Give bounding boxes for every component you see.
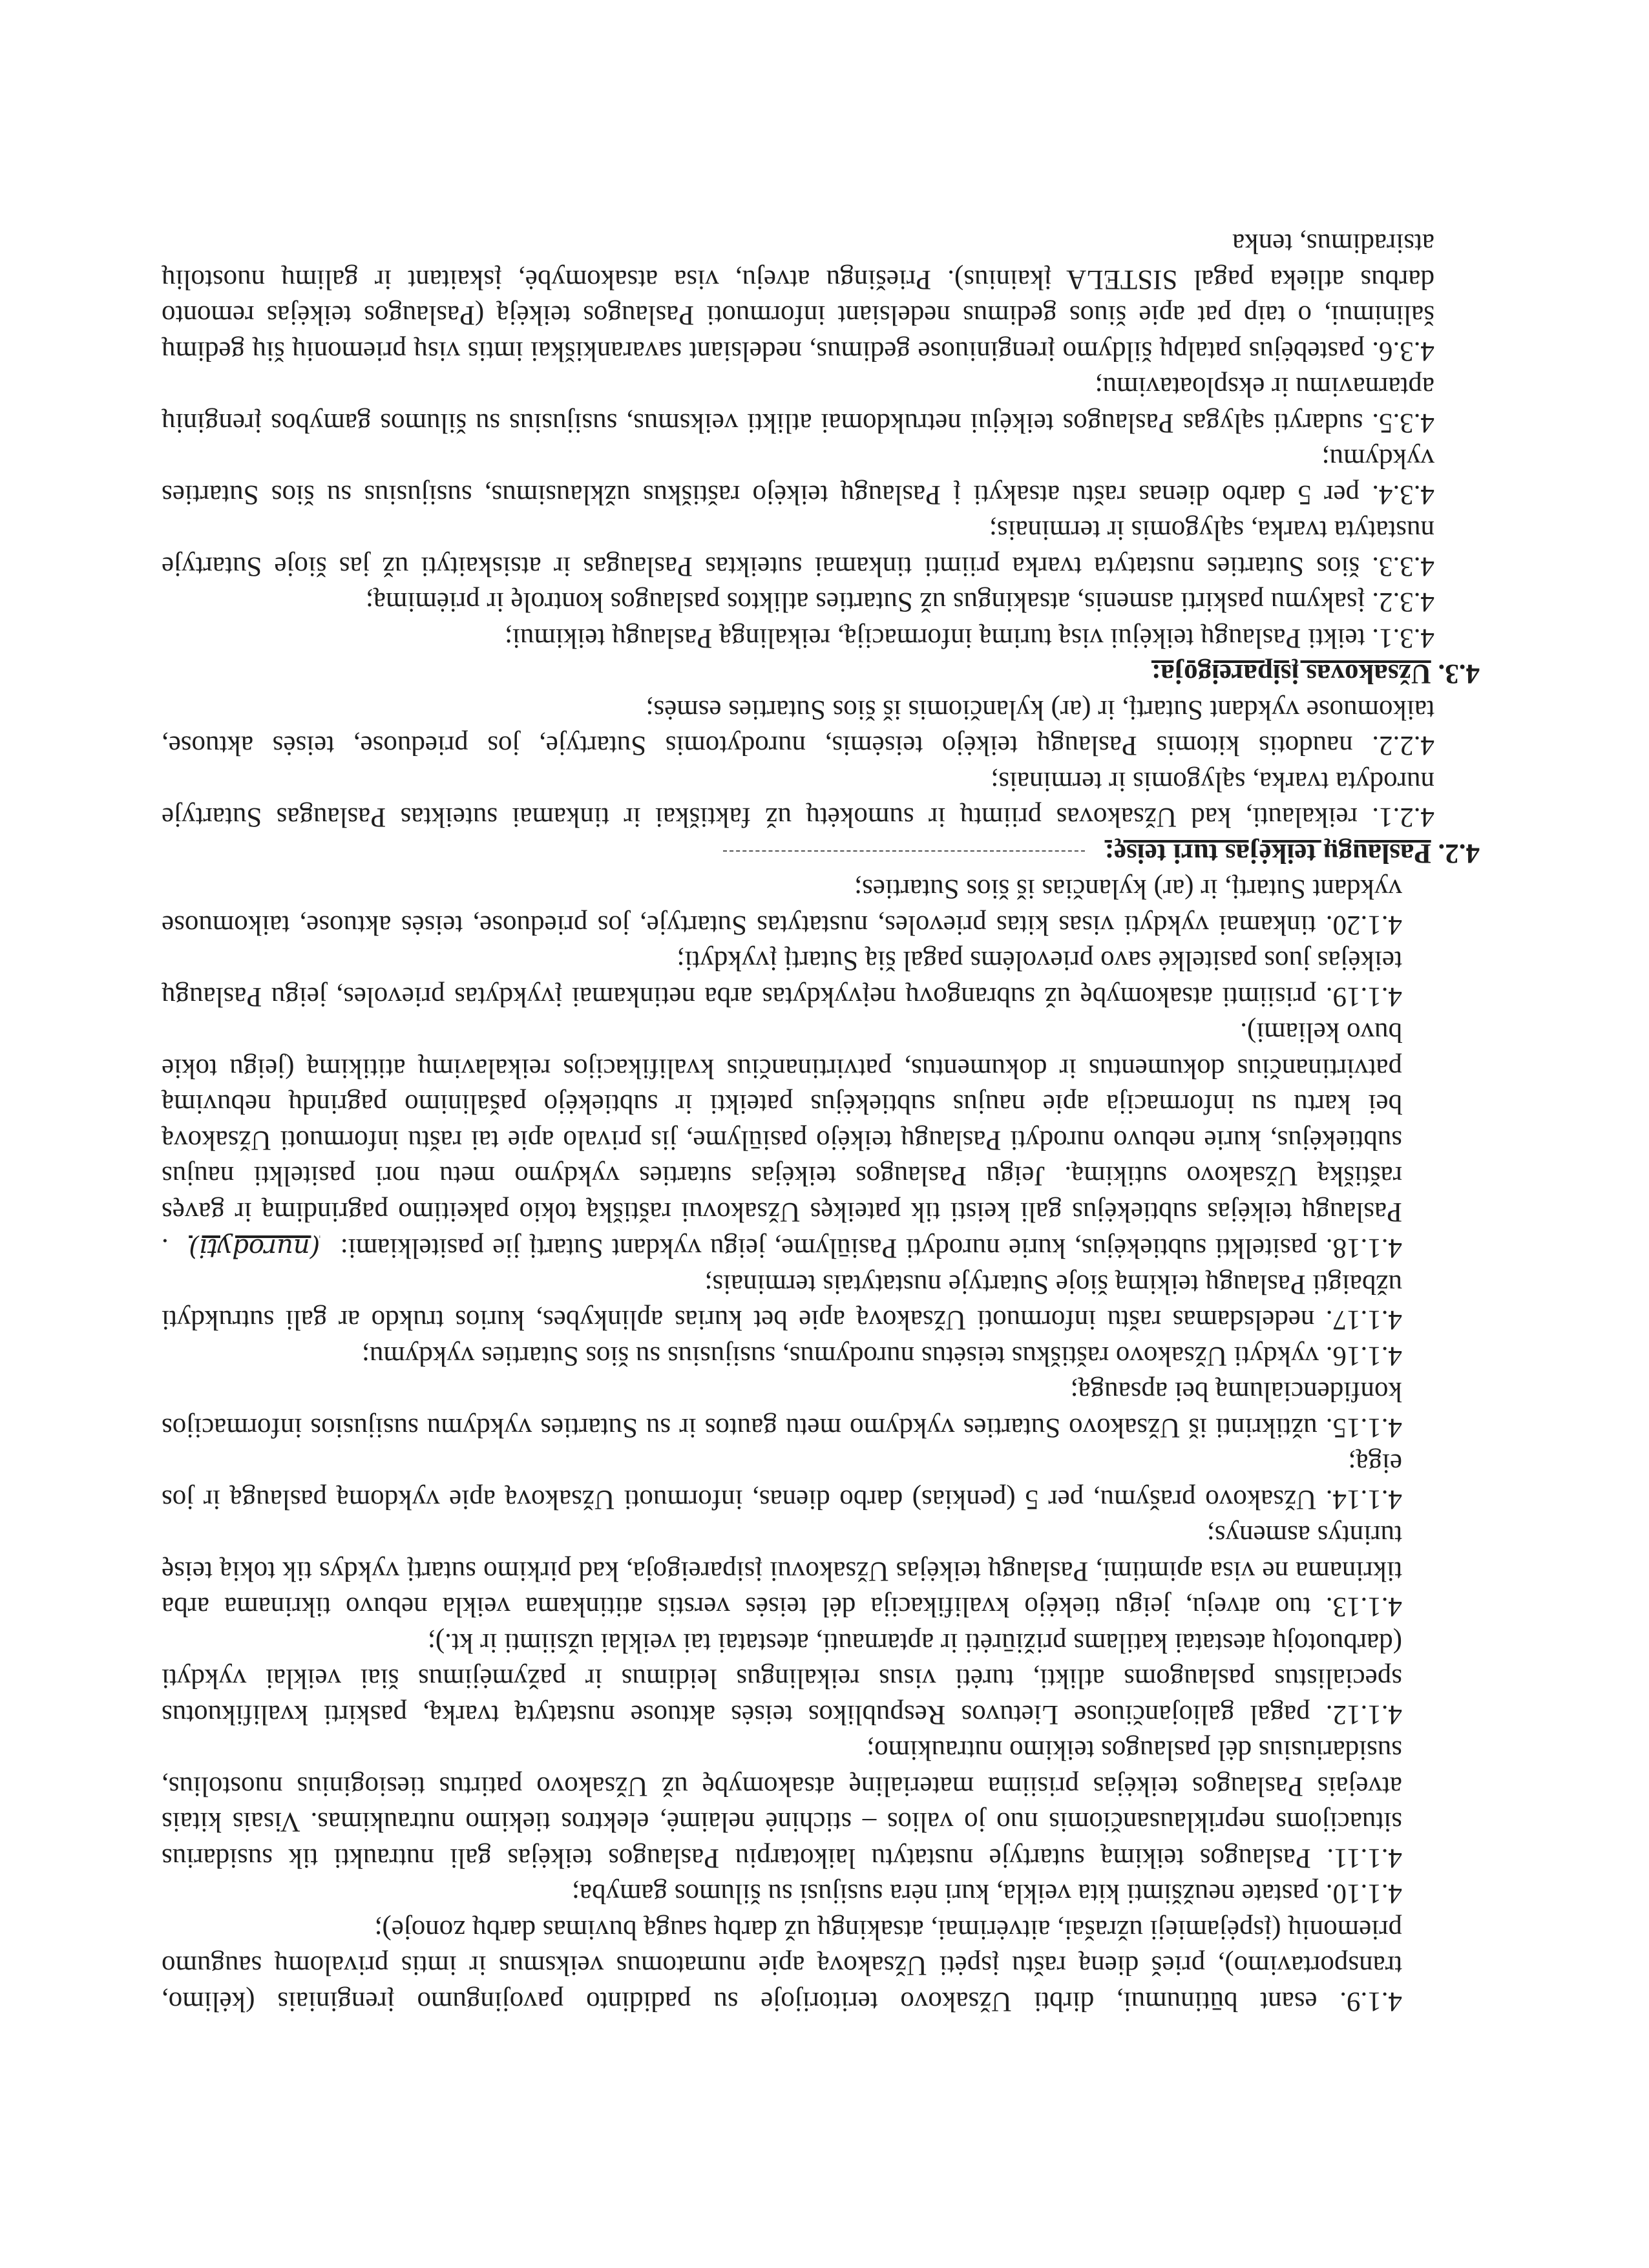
paragraph-number: 4.1.19. [1325, 982, 1402, 1012]
paragraph-4-3-2 [162, 584, 1434, 620]
paragraph-4-1-11 [162, 1732, 1402, 1876]
paragraph-number: 4.1.13. [1325, 1591, 1402, 1622]
paragraph-number: 4.1.12. [1325, 1699, 1402, 1730]
section-heading-4-3 [162, 656, 1480, 692]
paragraph-4-1-14 [162, 1445, 1402, 1517]
paragraph-number: 4.1.15. [1325, 1412, 1402, 1443]
paragraph-4-1-19 [162, 943, 1402, 1014]
paragraph-text: šios Sutarties nustatyta tvarka priimti tinkamai suteiktas Paslaugas ir atsiskaityti už jas šioje Sutartyje nustatyta tvarka, sąlygomis ir terminais; [161, 515, 1434, 582]
paragraph-number: 4.1.11. [1327, 1843, 1402, 1873]
document-body [162, 226, 1480, 2019]
section-title: Užsakovas įsipareigoja: [1151, 658, 1431, 689]
paragraph-text: tinkamai vykdyti visas kitas prievoles, nustatytas Sutartyje, jos prieduose, teisės aktuose, taikomuose vykdant Sutartį, ir (ar) kylančias iš šios Sutarties; [161, 874, 1402, 940]
paragraph-text: esant būtinumui, dirbti Užsakovo teritorijoje su padidinto pavojingumo įrenginiais (kėlimo, transportavimo), prieš dieną raštu įspėti Užsakovą apie numatomus veiksmus ir imtis privalomų saugumo priemonių (įspėjamieji užrašai, aitvėrimai, atsakingų už darbų saugą buvimas darbų zonoje); [162, 1915, 1402, 2017]
paragraph-4-1-13 [162, 1517, 1402, 1625]
paragraph-4-1-20 [162, 871, 1402, 943]
paragraph-number: 4.3.5. [1372, 408, 1434, 438]
paragraph-text: pagal galiojančiuose Lietuvos Respublikos teisės aktuose nustatytą tvarką, paskirti kvalifikuotus specialistus paslaugoms atlikti, turėti visus reikalingus leidimus ir pažymėjimus šiai veiklai vykdyti (darbuotojų atestatai katilams prižiūrėti ir aptarnauti, atestatai tai veiklai užsiimti ir kt.); [162, 1628, 1402, 1730]
paragraph-4-1-12 [162, 1625, 1402, 1733]
paragraph-number: 4.2.1. [1372, 802, 1434, 833]
dashed-rule [723, 850, 1085, 852]
paragraph-4-1-15 [162, 1374, 1402, 1445]
paragraph-text: vykdyti Užsakovo raštiškus teisėtus nurodymus, susijusius su šios Sutarties vykdymu; [361, 1341, 1319, 1371]
section-heading-4-2 [162, 835, 1480, 872]
paragraph-4-3-3 [162, 512, 1434, 584]
paragraph-text: pastate neužšimti kita veikla, kuri nėra susijusi su šilumos gamyba; [571, 1878, 1319, 1909]
paragraph-number: 4.2.2. [1372, 730, 1434, 761]
paragraph-number: 4.1.16. [1325, 1341, 1402, 1371]
paragraph-4-3-1 [162, 620, 1434, 656]
paragraph-number: 4.3.6. [1372, 336, 1434, 366]
handwritten-annotation: (nurodyti) [189, 1233, 320, 1263]
section-number: 4.3. [1438, 658, 1480, 689]
paragraph-4-1-18 [162, 1014, 1402, 1266]
paragraph-text: Užsakovo prašymu, per 5 (penkias) darbo dienas, informuoti Užsakovą apie vykdomą paslaugą ir jos eigą; [162, 1448, 1402, 1515]
paragraph-4-1-10 [162, 1876, 1402, 1912]
paragraph-number: 4.1.20. [1325, 910, 1402, 940]
paragraph-text: reikalauti, kad Užsakovas priimtų ir sumokėtų už faktiškai ir tinkamai suteiktas Paslaugas Sutartyje nurodyta tvarka, sąlygomis ir terminais; [161, 766, 1434, 833]
paragraph-4-3-4 [162, 441, 1434, 512]
paragraph-number: 4.3.2. [1372, 587, 1434, 618]
paragraph-number: 4.1.18. [1325, 1233, 1402, 1264]
paragraph-text: teikti Paslaugų teikėjui visą turimą informaciją, reikalingą Paslaugų teikimui; [505, 623, 1365, 653]
paragraph-text: naudotis kitomis Paslaugų teikėjo teisėmis, nurodytomis Sutartyje, jos prieduose, teisės aktuose, taikomuose vykdant Sutartį, ir (ar) kylančiomis iš šios Sutarties esmės; [161, 695, 1434, 761]
paragraph-number: 4.1.9. [1339, 1986, 1402, 2017]
paragraph-text: sudaryti sąlygas Paslaugos teikėjui netrukdomai atlikti veiksmus, susijusius su šilumos gamybos įrenginių aptarnavimu ir eksploatavimu; [162, 372, 1434, 438]
paragraph-number: 4.3.1. [1372, 623, 1434, 653]
paragraph-number: 4.1.17. [1325, 1305, 1402, 1336]
paragraph-number: 4.3.4. [1372, 479, 1434, 510]
paragraph-text: įsakymu paskirti asmenis, atsakingus už Sutarties atliktos paslaugos kontrolę ir priėmimą; [365, 587, 1365, 618]
paragraph-4-3-6 [162, 226, 1434, 369]
paragraph-4-3-5 [162, 369, 1434, 441]
paragraph-text: prisiimti atsakomybę už subrangovų neįvykdytas arba netinkamai įvykdytas prievoles, jeigu Paslaugų teikėjas juos pasitelkė savo prievolėms pagal šią Sutartį įvykdyti; [161, 945, 1402, 1012]
paragraph-text: nedelsdamas raštu informuoti Užsakovą apie bet kurias aplinkybes, kurios trukdo ar gali sutrukdyti užbaigti Paslaugų teikimą šioje Sutartyje nustatytais terminais; [162, 1269, 1402, 1336]
paragraph-text: Paslaugos teikimą sutartyje nustatytu laikotarpiu Paslaugos teikėjas gali nutraukti tik susidarius situacijoms nepriklausančiomis nuo jo valios – stichinė nelaimė, elektros tiekimo nutraukimas. Visais kitais atvejais Paslaugos teikėjas prisiima materialinę atsakomybę už Užsakovo patirtus tiesioginius nuostolius, susidariusius dėl paslaugos teikimo nutraukimo; [162, 1735, 1402, 1873]
paragraph-text: pasitelkti subtiekėjus, kurie nurodyti Pasiūlyme, jeigu vykdant Sutartį jie pasitelkiami: [340, 1233, 1318, 1264]
paragraph-text-continued: . Paslaugų teikėjas subtiekėjus gali keisti tik pateikęs Užsakovui raštišką tokio pakeitimo pagrindimą ir gavęs raštišką Užsakovo sutikimą. Jeigu Paslaugos teikėjas sutarties vykdymo metu nori pasitelkti naujus subtiekėjus, kurie nebuvo nurodyti Paslaugų teikėjo pasiūlyme, jis privalo apie tai raštu informuoti Užsakovą bei kartu su informacija apie naujus subtiekėjus pateikti ir subtiekėjo pašalinimo pagrindų nebuvimą patvirtinančius dokumentus ir dokumentus, patvirtinančius kvalifikacijos reikalavimų atitikimą (jeigu tokie buvo keliami). [161, 1017, 1402, 1264]
paragraph-number: 4.1.10. [1325, 1878, 1402, 1909]
paragraph-4-2-1 [162, 764, 1434, 835]
paragraph-text: tuo atveju, jeigu tiekėjo kvalifikacija dėl teisės verstis atitinkama veikla nebuvo tikrinama arba tikrinama ne visa apimtimi, Paslaugų teikėjas Užsakovui įsipareigoja, kad pirkimo sutartį vykdys tik tokią teisę turintys asmenys; [161, 1520, 1402, 1622]
paragraph-text: per 5 darbo dienas raštu atsakyti į Paslaugų teikėjo raštiškus užklausimus, susijusius su šios Sutarties vykdymu; [162, 443, 1434, 510]
paragraph-number: 4.1.14. [1325, 1484, 1402, 1515]
paragraph-text: užtikrinti iš Užsakovo Sutarties vykdymo metu gautos ir su Sutarties vykdymu susijusios informacijos konfidencialumą bei apsaugą; [161, 1376, 1402, 1443]
paragraph-number: 4.3.3. [1372, 551, 1434, 582]
paragraph-text: pastebėjus patalpų šildymo įrenginiuose gedimus, nedelsiant savarankiškai imtis visų priemonių šių gedimų šalinimui, o taip pat apie šiuos gedimus nedelsiant informuoti Paslaugos teikėją (Paslaugos teikėjas remonto darbus atlieka pagal SISTELA įkainius). Priešingu atveju, visa atsakomybė, įskaitant ir galimų nuostolių atsiradimus, tenka [162, 228, 1434, 366]
paragraph-4-1-16 [162, 1338, 1402, 1374]
paragraph-4-2-2 [162, 692, 1434, 764]
section-title: Paslaugų teikėjas turi teisę: [1104, 838, 1431, 868]
paragraph-4-1-17 [162, 1266, 1402, 1338]
section-number: 4.2. [1438, 838, 1480, 868]
paragraph-4-1-9 [162, 1912, 1402, 2020]
